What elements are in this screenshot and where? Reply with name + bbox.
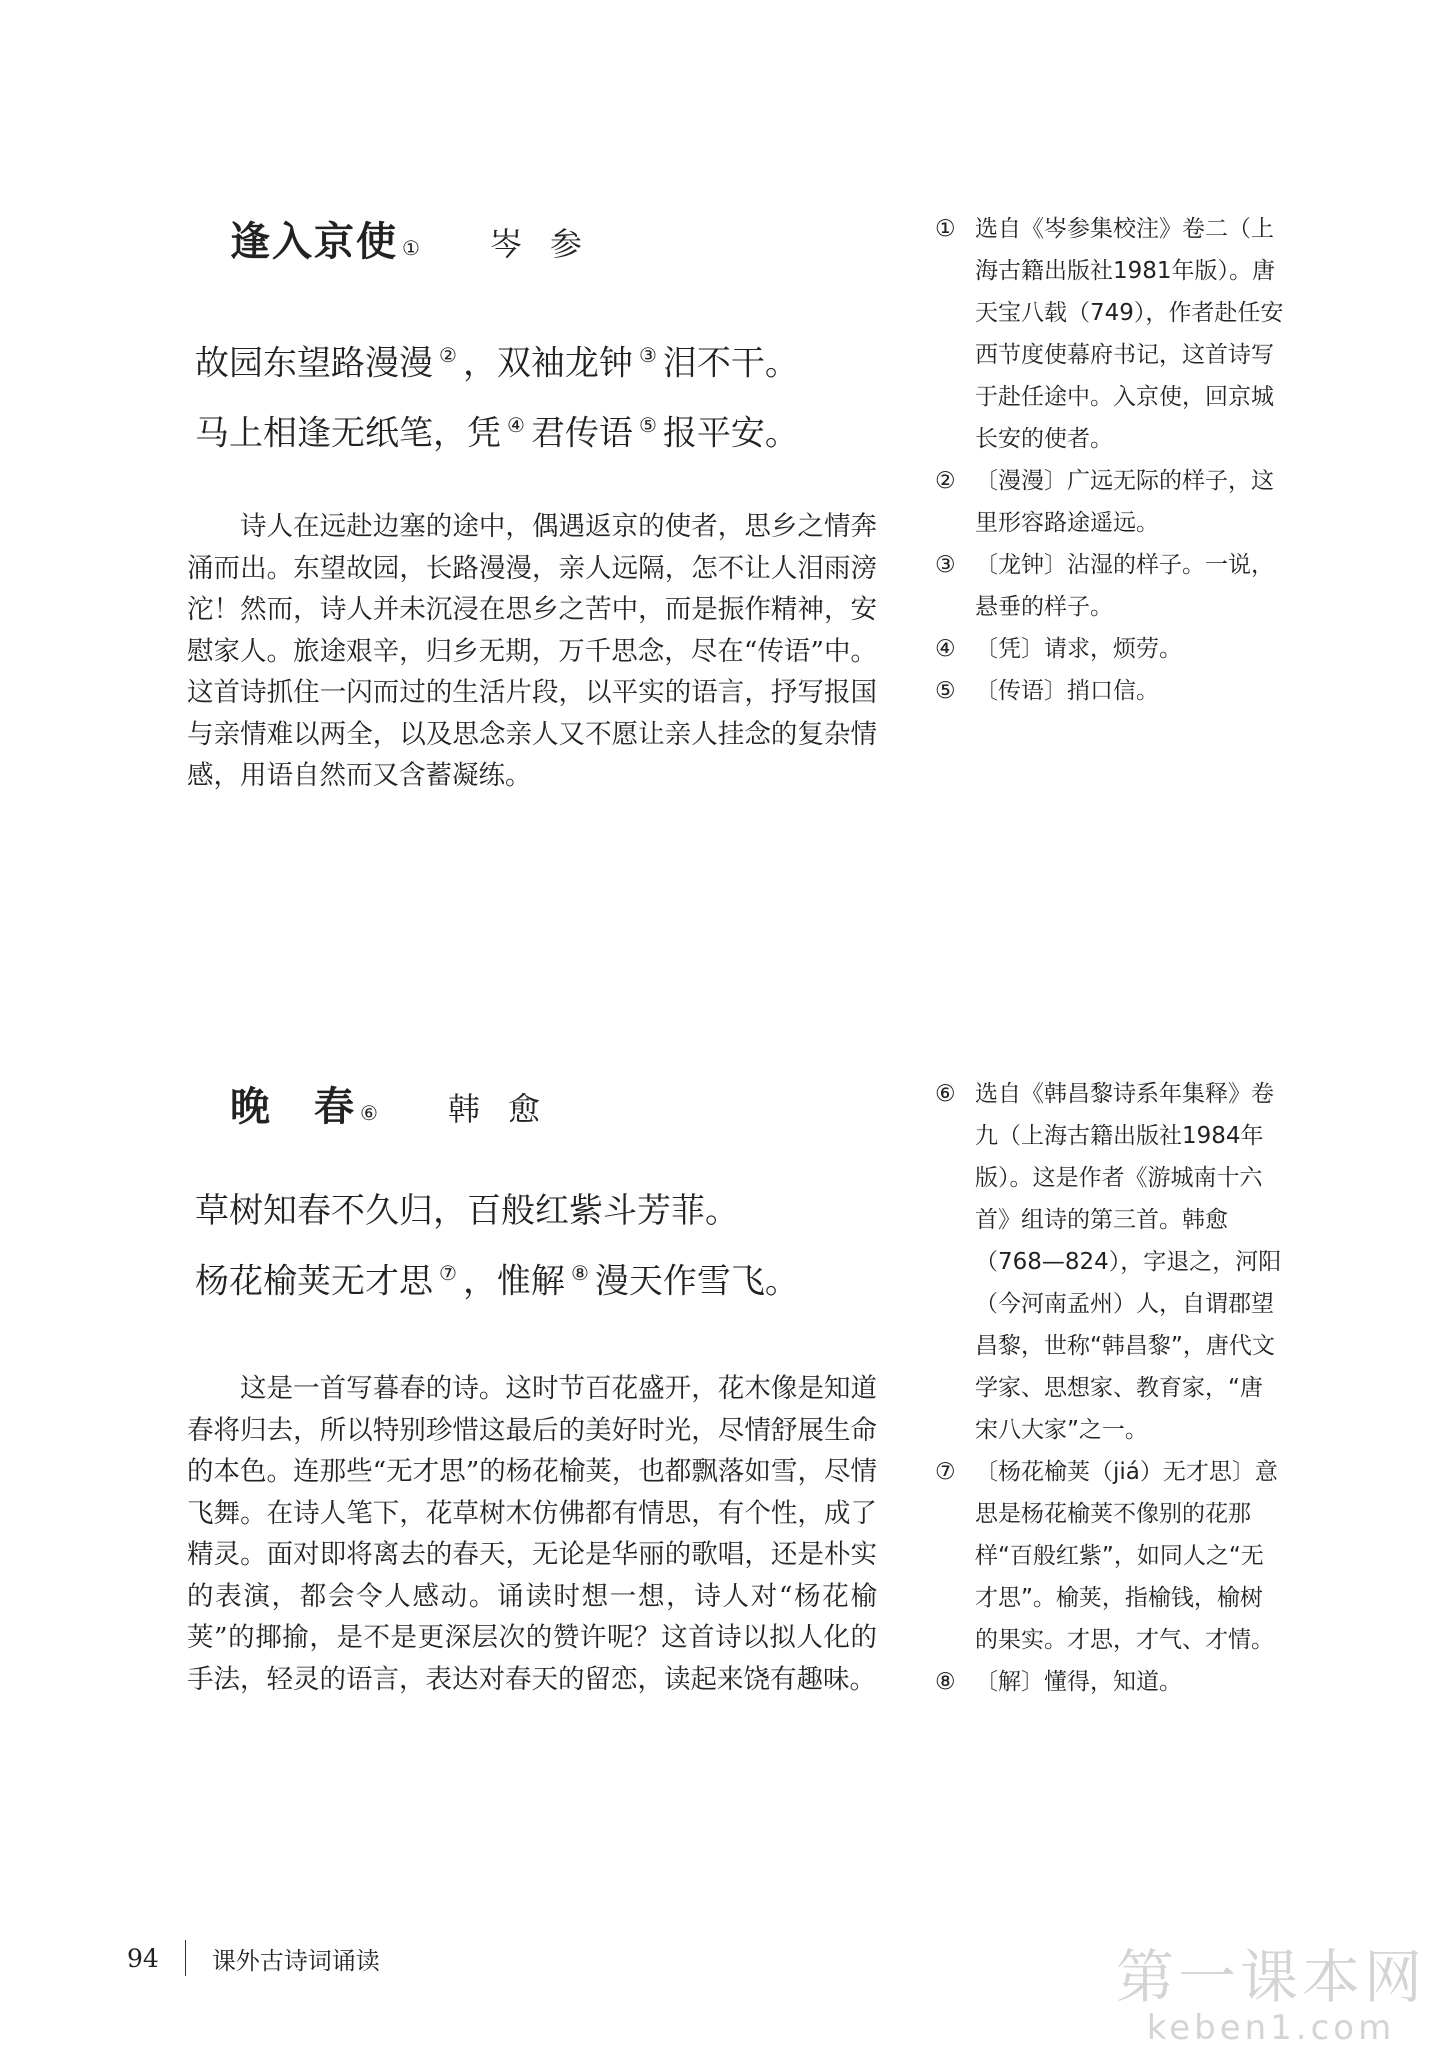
note-item [935, 208, 1285, 460]
poem1-notes [935, 208, 1285, 712]
note-mark: ③ [935, 552, 956, 578]
note-mark: ⑦ [935, 1459, 956, 1485]
note-text: 选自《岑参集校注》卷二（上海古籍出版社1981年版）。唐天宝八载（749），作者赴任安西节度使幕府书记，这首诗写于赴任途中。入京使，回京城长安的使者。 [975, 216, 1284, 452]
note-marker: ③ [638, 343, 657, 367]
watermark-line-1: 第一课本网 [1115, 1943, 1426, 2011]
poem2-title-row [230, 1075, 568, 1132]
note-item [935, 670, 1285, 712]
note-text: 〔杨花榆荚（jiá）无才思〕意思是杨花榆荚不像别的花那样“百般红紫”，如同人之“无才思”。榆荚，指榆钱，榆树的果实。才思，才气、才情。 [975, 1459, 1278, 1653]
poem1-title-row [230, 210, 610, 267]
note-text: 〔凭〕请求，烦劳。 [975, 636, 1182, 662]
note-item [935, 1451, 1285, 1661]
poem1-title: 逢入京使 [230, 218, 398, 265]
note-text: 〔解〕懂得，知道。 [975, 1669, 1182, 1695]
poem2-title-note-marker: ⑥ [360, 1101, 378, 1125]
section-title: 课外古诗词诵读 [211, 1946, 380, 1975]
poem2-notes [935, 1073, 1285, 1703]
poem1-title-note-marker: ① [402, 236, 420, 260]
verse-text: 马上相逢无纸笔，凭 [195, 413, 501, 454]
watermark-line-2: keben1.com [1146, 2008, 1396, 2048]
note-text: 〔传语〕捎口信。 [975, 678, 1159, 704]
note-marker: ⑤ [638, 413, 657, 438]
verse-text: 故园东望路漫漫 [195, 343, 433, 384]
note-mark: ⑥ [935, 1081, 956, 1107]
verse-text: ，双袖龙钟 [462, 343, 633, 384]
note-item [935, 460, 1285, 544]
note-marker: ⑦ [439, 1261, 457, 1285]
note-marker: ② [439, 343, 457, 367]
note-text: 〔漫漫〕广远无际的样子，这里形容路途遥远。 [975, 468, 1274, 536]
poem1-line-1 [195, 324, 799, 394]
poem2-line-2 [195, 1242, 799, 1312]
poem2-verse [195, 1180, 799, 1312]
poem2-title: 晚 春 [230, 1083, 356, 1130]
verse-text: ，惟解 [462, 1261, 565, 1302]
page-footer [127, 1940, 380, 1976]
note-mark: ⑧ [935, 1669, 956, 1695]
poem1-line-2 [195, 394, 799, 464]
note-item [935, 544, 1285, 628]
note-marker: ⑧ [570, 1261, 589, 1285]
verse-text: 草树知春不久归，百般红紫斗芳菲。 [195, 1191, 739, 1231]
note-item [935, 1661, 1285, 1703]
note-mark: ④ [935, 636, 956, 662]
note-text: 〔龙钟〕沾湿的样子。一说，悬垂的样子。 [975, 552, 1274, 620]
verse-text: 报平安。 [662, 413, 799, 454]
note-item [935, 628, 1285, 670]
note-text: 选自《韩昌黎诗系年集释》卷九（上海古籍出版社1984年版）。这是作者《游城南十六首》组诗的第三首。韩愈（768—824），字退之，河阳（今河南孟州）人，自谓郡望昌黎，世称“韩昌黎”，唐代文学家、思想家、教育家，“唐宋八大家”之一。 [975, 1081, 1282, 1443]
note-mark: ① [935, 216, 956, 242]
footer-divider [185, 1940, 186, 1976]
poem2-line-1 [195, 1180, 799, 1242]
verse-text: 杨花榆荚无才思 [195, 1261, 433, 1302]
verse-text: 君传语 [530, 413, 633, 454]
note-mark: ⑤ [935, 678, 956, 704]
poem1-commentary: 诗人在远赴边塞的途中，偶遇返京的使者，思乡之情奔涌而出。东望故园，长路漫漫，亲人远隔，怎不让人泪雨滂沱！然而，诗人并未沉浸在思乡之苦中，而是振作精神，安慰家人。旅途艰辛，归乡无期，万千思念，尽在“传语”中。这首诗抓住一闪而过的生活片段，以平实的语言，抒写报国与亲情难以两全，以及思念亲人又不愿让亲人挂念的复杂情感，用语自然而又含蓄凝练。 [187, 511, 877, 791]
poem1-verse [195, 324, 799, 465]
note-mark: ② [935, 468, 956, 494]
page-number: 94 [127, 1943, 159, 1973]
watermark [1116, 1945, 1426, 2047]
poem1-author: 岑参 [489, 225, 610, 263]
poem2-author: 韩愈 [447, 1090, 568, 1128]
poem2-commentary: 这是一首写暮春的诗。这时节百花盛开，花木像是知道春将归去，所以特别珍惜这最后的美好时光，尽情舒展生命的本色。连那些“无才思”的杨花榆荚，也都飘落如雪，尽情飞舞。在诗人笔下，花草树木仿佛都有情思，有个性，成了精灵。面对即将离去的春天，无论是华丽的歌唱，还是朴实的表演，都会令人感动。诵读时想一想，诗人对“杨花榆荚”的揶揄，是不是更深层次的赞许呢？这首诗以拟人化的手法，轻灵的语言，表达对春天的留恋，读起来饶有趣味。 [187, 1373, 877, 1695]
verse-text: 漫天作雪飞。 [594, 1261, 799, 1302]
verse-text: 泪不干。 [662, 343, 799, 384]
note-item [935, 1073, 1285, 1451]
note-marker: ④ [507, 413, 525, 438]
